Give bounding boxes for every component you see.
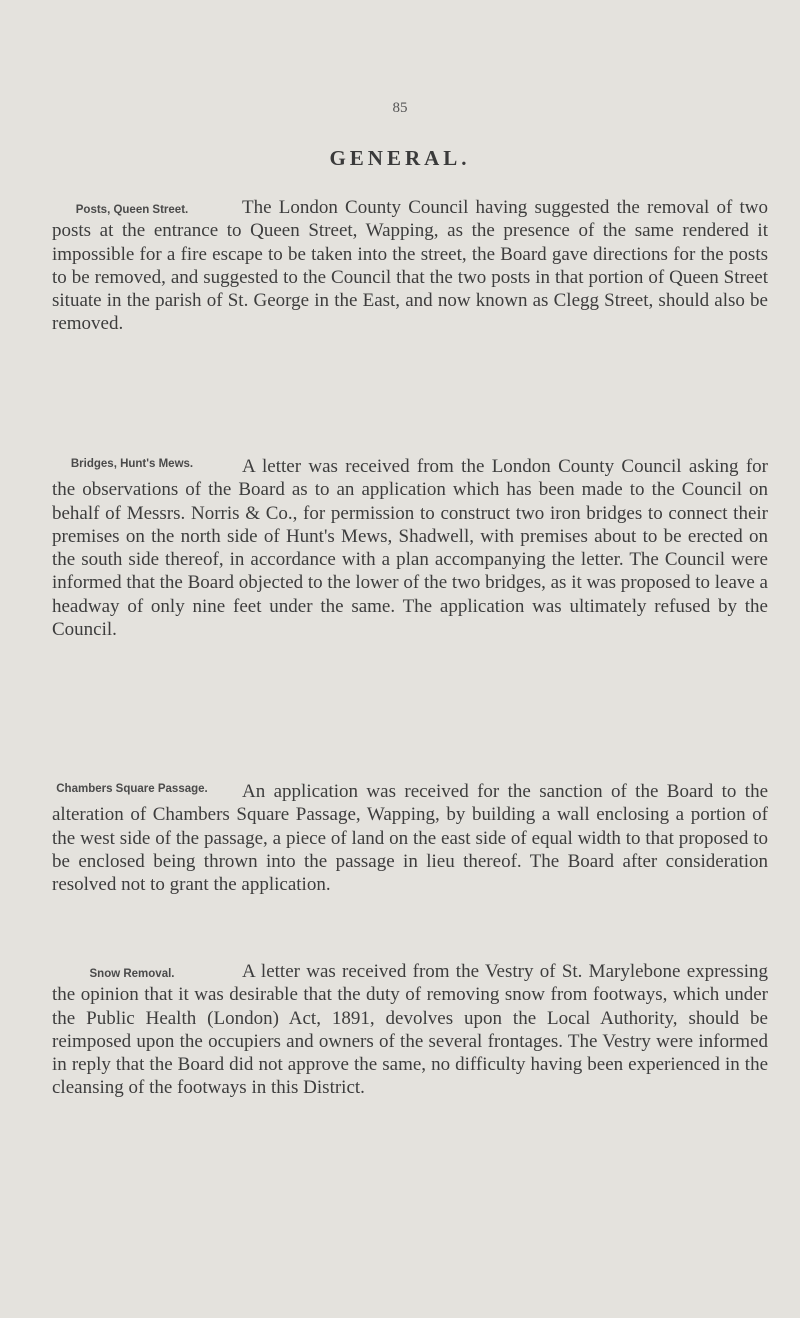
paragraph: An application was received for the sanction of the Board to the alteration of Chambers Square Passage, Wapping, by building a wall enclosing a portion of the west side of the passage, a piece of land on the east side of equal width to that proposed to be enclosed being thrown into the passage in lieu thereof. The Board after consideration resolved not to grant the application. <box>52 781 768 896</box>
entry-posts-queen-street <box>52 196 768 336</box>
paragraph: A letter was received from the Vestry of St. Marylebone expressing the opinion that it was desirable that the duty of removing snow from footways, which under the Public Health (London) Act, 1891, devolves upon the Local Authority, should be reimposed upon the occupiers and owners of the several frontages. The Vestry were informed in reply that the Board did not approve the same, no difficulty having been experienced in the cleansing of the footways in this District. <box>52 961 768 1099</box>
paragraph: The London County Council having suggested the removal of two posts at the entrance to Queen Street, Wapping, as the presence of the same rendered it impossible for a fire escape to be taken into the street, the Board gave directions for the posts to be removed, and suggested to the Council that the two posts in that portion of Queen Street situate in the parish of St. George in the East, and now known as Clegg Street, should also be removed. <box>52 197 768 335</box>
entry-chambers-square-passage <box>52 780 768 896</box>
side-note: Posts, Queen Street. <box>75 204 189 216</box>
entry-snow-removal <box>52 960 768 1100</box>
side-note: Chambers Square Passage. <box>56 783 208 795</box>
entry-bridges-hunts-mews <box>52 455 768 641</box>
section-title: GENERAL. <box>329 146 471 170</box>
side-note: Snow Removal. <box>89 968 175 980</box>
side-note: Bridges, Hunt's Mews. <box>70 458 194 470</box>
page-number: 85 <box>392 100 408 116</box>
paragraph: A letter was received from the London County Council asking for the observations of the Board as to an application which has been made to the Council on behalf of Messrs. Norris & Co., for permission to construct two iron bridges to connect their premises on the north side of Hunt's Mews, Shadwell, with premises about to be erected on the south side thereof, in accordance with a plan accompanying the letter. The Council were informed that the Board objected to the lower of the two bridges, as it was proposed to leave a headway of only nine feet under the same. The application was ultimately refused by the Council. <box>52 456 768 641</box>
